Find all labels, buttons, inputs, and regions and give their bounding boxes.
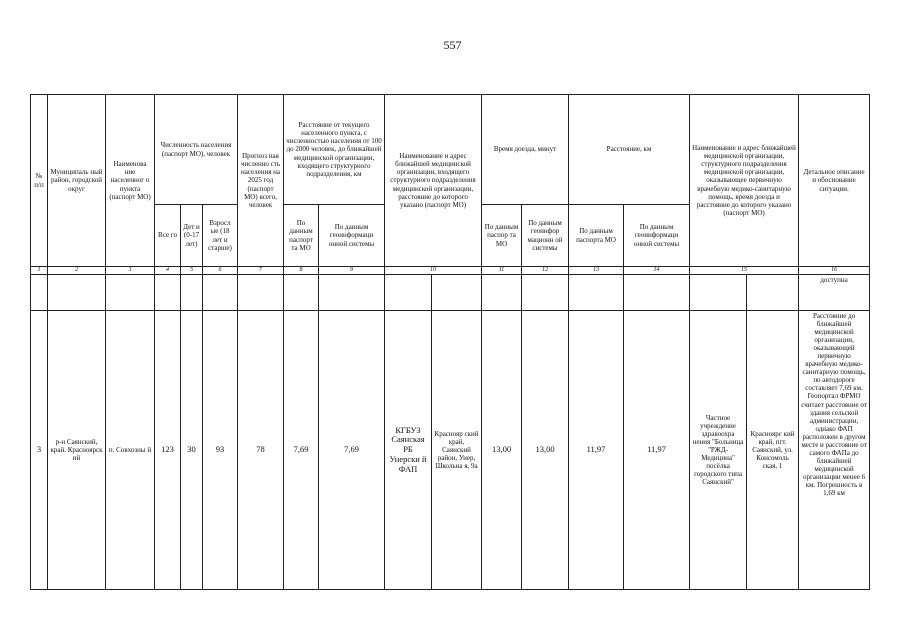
column-number: 9 (319, 267, 385, 275)
header-forecast: Прогноз ная численно сть населения на 2025 год (паспорт МО) всего, человек (238, 95, 284, 267)
column-number: 10 (385, 267, 482, 275)
settlement-cell: п. Совхозны й (106, 311, 155, 590)
column-number: 6 (203, 267, 238, 275)
column-number: 16 (799, 267, 870, 275)
column-number: 4 (155, 267, 181, 275)
column-number: 7 (238, 267, 284, 275)
forecast-cell: 78 (238, 311, 284, 590)
district-cell: р-н Саянский, край. Красноярск ий (48, 311, 106, 590)
header-dist2-geo: По данным геоинформаци онной системы (624, 205, 690, 267)
header-dist-geo: По данным геоинформаци онной системы (319, 205, 385, 267)
data-table (30, 94, 870, 590)
column-number: 2 (48, 267, 106, 275)
header-travel-time: Время доезда, минут (482, 95, 569, 205)
header-district: Муниципаль ный район, городской округ (48, 95, 106, 267)
table-row (31, 311, 870, 590)
header-description: Детальное описание и обоснование ситуации. (799, 95, 870, 267)
travel-passport-cell: 13,00 (482, 311, 522, 590)
header-no: № п/п (31, 95, 48, 267)
pop-adults-cell: 93 (203, 311, 238, 590)
column-number: 5 (181, 267, 203, 275)
header-dist-passport: По данным паспорт та МО (284, 205, 319, 267)
column-number: 13 (569, 267, 624, 275)
header-pop-children: Дет и (0-17 лет) (181, 205, 203, 267)
primary-care-org-address-cell: Красноярс кий край, пгт. Саянский, ул. Консомоль ская, 1 (747, 311, 799, 590)
header-settlement: Наименова ние населенног о пункта (паспорт МО) (106, 95, 155, 267)
pop-total-cell: 123 (155, 311, 181, 590)
column-number: 1 (31, 267, 48, 275)
pop-children-cell: 30 (181, 311, 203, 590)
header-pop-adults: Взросл ые (18 лет и старше) (203, 205, 238, 267)
column-number: 14 (624, 267, 690, 275)
description-continued: доступна (799, 275, 870, 311)
column-number: 8 (284, 267, 319, 275)
dist-passport-cell: 7,69 (284, 311, 319, 590)
travel-geo-cell: 13,00 (522, 311, 569, 590)
header-pop-total: Все го (155, 205, 181, 267)
header-travel-geo: По данным геоинфор мационн ой системы (522, 205, 569, 267)
medical-org-address-cell: Краснояр ский край, Саянский район, Унер, Школьна я, 9а (432, 311, 482, 590)
dist2-passport-cell: 11,97 (569, 311, 624, 590)
dist2-geo-cell: 11,97 (624, 311, 690, 590)
medical-org-name-cell: КГБУЗ Саянская РБ Унерски й ФАП (385, 311, 432, 590)
column-number: 12 (522, 267, 569, 275)
dist-geo-cell: 7,69 (319, 311, 385, 590)
header-primary-care-org: Наименование и адрес ближайшей медицинской организации, структурного подразделения медицинской организации, оказывающее первичную врачебную медико-санитарную помощь, время доезда и расстояние до которого указано (паспорт МО) (690, 95, 799, 267)
column-number: 11 (482, 267, 522, 275)
header-medical-org: Наименование и адрес ближайшей медицинской организации, входящего структурного подразделения медицинской организации, расстояние до которого указано (паспорт МО) (385, 95, 482, 267)
header-travel-passport: По данным паспор та МО (482, 205, 522, 267)
header-distance-group: Расстояние от текущего населенного пункта, с численностью населения от 100 до 2000 человек, до ближайшей медицинской организации, входящего структурного подразделения, км (284, 95, 385, 205)
header-dist2-passport: По данным паспорта МО (569, 205, 624, 267)
primary-care-org-name-cell: Частное учреждение здравоохра нения "Больница "РЖД-Медицина" посёлка городского типа Саянский" (690, 311, 747, 590)
column-number: 15 (690, 267, 799, 275)
header-distance-km: Расстояние, км (569, 95, 690, 205)
header-population-group: Численность населения (паспорт МО), человек (155, 95, 238, 205)
row-number: 3 (31, 311, 48, 590)
column-number: 3 (106, 267, 155, 275)
description-cell: Расстояние до ближайшей медицинской организации, оказывающей первичную врачебную медико-санитарную помощь, по автодороге составляет 7,69 км. Геопортал ФРМО считает расстояние от здания сельской администрации, однако ФАП расположен в другом месте и расстояние от самого ФАПа до ближайшей медицинской организации менее 6 км. Погрешность в 1,69 км (799, 311, 870, 590)
page-number: 557 (443, 38, 462, 52)
